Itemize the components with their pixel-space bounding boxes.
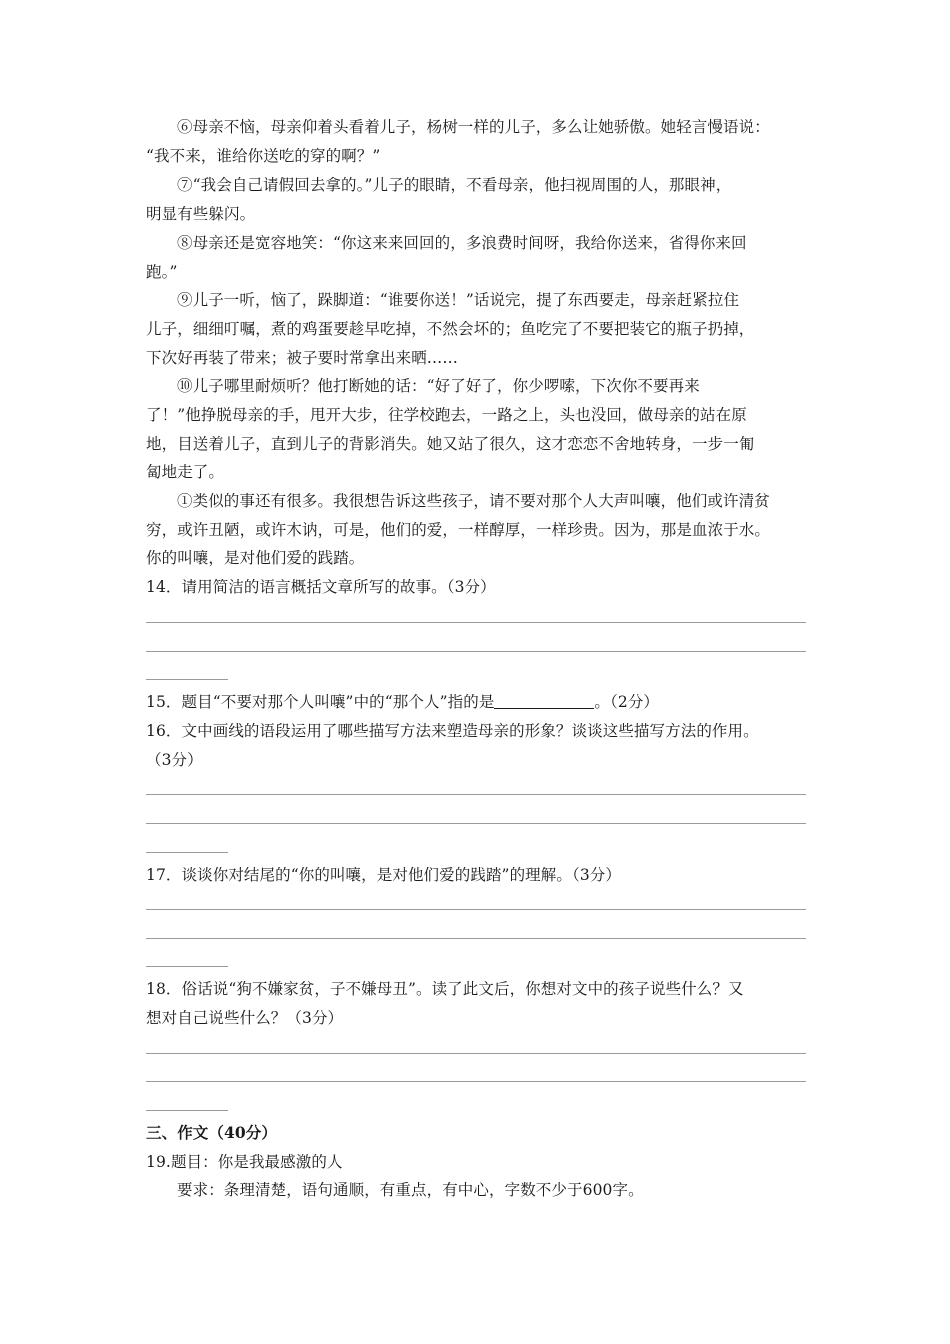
answer-line[interactable] bbox=[146, 622, 806, 623]
passage-p11-line: ①类似的事还有很多。我很想告诉这些孩子，请不要对那个人大声叫嚷，他们或许清贫 bbox=[177, 492, 770, 510]
answer-line[interactable] bbox=[146, 852, 228, 853]
answer-line[interactable] bbox=[146, 651, 806, 652]
answer-line[interactable] bbox=[146, 909, 806, 910]
question-14: 14．请用简洁的语言概括文章所写的故事。（3分） bbox=[146, 578, 496, 596]
answer-line[interactable] bbox=[146, 938, 806, 939]
question-18: 想对自己说些什么？（3分） bbox=[146, 1009, 344, 1027]
passage-p7-line: ⑦“我会自己请假回去拿的。”儿子的眼睛，不看母亲，他扫视周围的人，那眼神， bbox=[177, 176, 732, 194]
answer-blank[interactable] bbox=[494, 694, 594, 709]
passage-p8-line: ⑧母亲还是宽容地笑：“你这来来回回的，多浪费时间呀，我给你送来，省得你来回 bbox=[177, 234, 747, 252]
passage-p10-line: 地，目送着儿子，直到儿子的背影消失。她又站了很久，这才恋恋不舍地转身，一步一匍 bbox=[146, 435, 755, 453]
answer-line[interactable] bbox=[146, 794, 806, 795]
passage-p9-line: 下次好再装了带来；被子要时常拿出来晒…… bbox=[146, 349, 459, 367]
composition-requirements: 要求：条理清楚，语句通顺，有重点，有中心，字数不少于600字。 bbox=[177, 1181, 644, 1199]
passage-p10-line: 了！”他挣脱母亲的手，甩开大步，往学校跑去，一路之上，头也没回，做母亲的站在原 bbox=[146, 406, 747, 424]
passage-p11-line: 你的叫嚷，是对他们爱的践踏。 bbox=[146, 549, 365, 567]
passage-p6-line: ⑥母亲不恼，母亲仰着头看着儿子，杨树一样的儿子，多么让她骄傲。她轻言慢语说： bbox=[177, 118, 770, 136]
answer-line[interactable] bbox=[146, 966, 228, 967]
passage-p8-line: 跑。” bbox=[146, 263, 178, 281]
answer-line[interactable] bbox=[146, 1081, 806, 1082]
answer-line[interactable] bbox=[146, 1110, 228, 1111]
passage-p9-line: ⑨儿子一听，恼了，跺脚道：“谁要你送！”话说完，提了东西要走，母亲赶紧拉住 bbox=[177, 291, 740, 309]
question-16-score: （3分） bbox=[146, 751, 203, 769]
passage-p9-line: 儿子，细细叮嘱，煮的鸡蛋要趁早吃掉，不然会坏的；鱼吃完了不要把装它的瓶子扔掉， bbox=[146, 320, 755, 338]
question-16: 16．文中画线的语段运用了哪些描写方法来塑造母亲的形象？谈谈这些描写方法的作用。 bbox=[146, 722, 759, 740]
answer-line[interactable] bbox=[146, 679, 228, 680]
question-18: 18．俗话说“狗不嫌家贫，子不嫌母丑”。读了此文后，你想对文中的孩子说些什么？又 bbox=[146, 980, 744, 998]
passage-p6-line: “我不来，谁给你送吃的穿的啊？” bbox=[146, 147, 381, 165]
question-17: 17．谈谈你对结尾的“你的叫嚷，是对他们爱的践踏”的理解。（3分） bbox=[146, 866, 621, 884]
answer-line[interactable] bbox=[146, 1053, 806, 1054]
question-19: 19.题目：你是我最感激的人 bbox=[146, 1153, 343, 1171]
passage-p10-line: ⑩儿子哪里耐烦听？他打断她的话：“好了好了，你少啰嗦，下次你不要再来 bbox=[177, 377, 700, 395]
answer-line[interactable] bbox=[146, 823, 806, 824]
section-heading: 三、作文（40分） bbox=[146, 1123, 277, 1142]
question-15 bbox=[146, 692, 806, 712]
passage-p10-line: 匐地走了。 bbox=[146, 463, 225, 481]
passage-p11-line: 穷，或许丑陋，或许木讷，可是，他们的爱，一样醇厚，一样珍贵。因为，那是血浓于水。 bbox=[146, 521, 771, 539]
passage-p7-line: 明显有些躲闪。 bbox=[146, 205, 256, 223]
question-15-text: 15．题目“不要对那个人叫嚷”中的“那个人”指的是 bbox=[146, 693, 495, 711]
question-15-score: 。（2分） bbox=[594, 693, 660, 711]
